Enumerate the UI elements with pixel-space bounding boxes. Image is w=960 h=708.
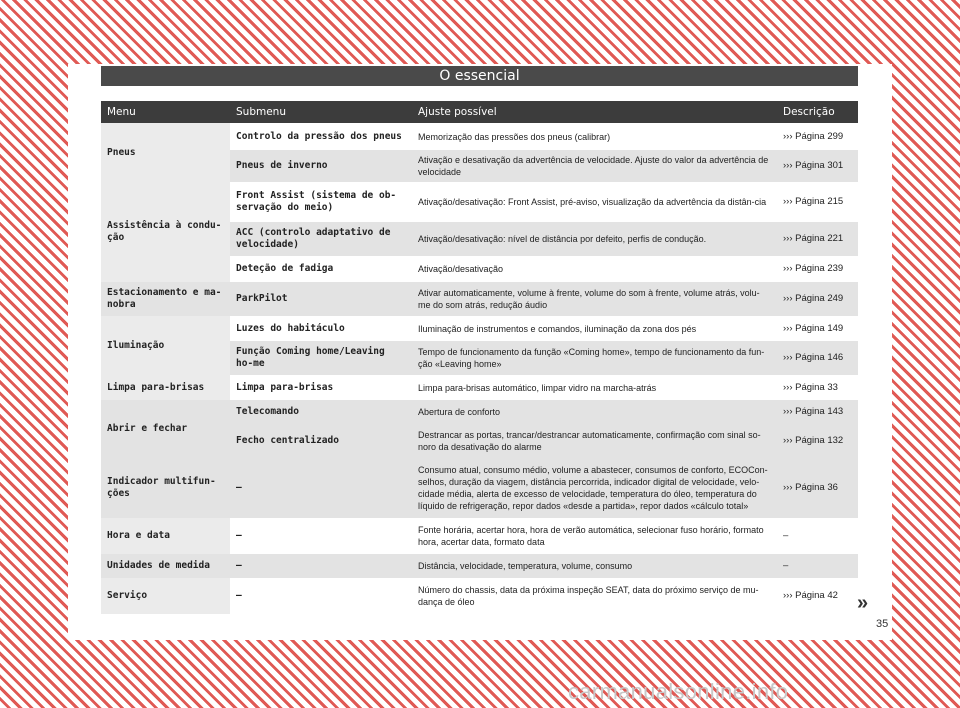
menu-cell: Abrir e fechar bbox=[101, 400, 230, 458]
menu-cell: Hora e data bbox=[101, 518, 230, 554]
settings-table bbox=[101, 101, 858, 614]
menu-cell: Iluminação bbox=[101, 316, 230, 375]
submenu-cell: Deteção de fadiga bbox=[230, 256, 412, 282]
ajuste-cell: Memorização das pressões dos pneus (calibrar) bbox=[412, 123, 777, 150]
description-cell: – bbox=[777, 554, 858, 578]
submenu-cell: – bbox=[230, 578, 412, 614]
page-link[interactable]: ››› Página 36 bbox=[777, 458, 858, 518]
ajuste-cell: Fonte horária, acertar hora, hora de verão automática, selecionar fuso horário, formato hora, acertar data, formato data bbox=[412, 518, 777, 554]
ajuste-cell: Abertura de conforto bbox=[412, 400, 777, 424]
page-link[interactable]: ››› Página 149 bbox=[777, 316, 858, 341]
page-link[interactable]: ››› Página 299 bbox=[777, 123, 858, 150]
table-row bbox=[101, 458, 858, 518]
page-link[interactable]: ››› Página 221 bbox=[777, 222, 858, 256]
submenu-cell: Função Coming home/Leaving ho-me bbox=[230, 341, 412, 375]
table-row bbox=[101, 400, 858, 424]
menu-cell: Serviço bbox=[101, 578, 230, 614]
page-link[interactable]: ››› Página 33 bbox=[777, 375, 858, 400]
submenu-cell: Telecomando bbox=[230, 400, 412, 424]
ajuste-cell: Ativar automaticamente, volume à frente, volume do som à frente, volume atrás, volu-me do som atrás, redução áudio bbox=[412, 282, 777, 316]
table-row bbox=[101, 578, 858, 614]
table-header-row bbox=[101, 101, 858, 123]
table-row bbox=[101, 518, 858, 554]
submenu-cell: Limpa para-brisas bbox=[230, 375, 412, 400]
ajuste-cell: Ativação/desativação: nível de distância por defeito, perfis de condução. bbox=[412, 222, 777, 256]
column-header-descricao: Descrição bbox=[777, 101, 858, 123]
ajuste-cell: Iluminação de instrumentos e comandos, iluminação da zona dos pés bbox=[412, 316, 777, 341]
page-link[interactable]: ››› Página 42 bbox=[777, 578, 858, 614]
ajuste-cell: Ativação/desativação bbox=[412, 256, 777, 282]
menu-cell: Indicador multifun-ções bbox=[101, 458, 230, 518]
page-number: 35 bbox=[876, 618, 889, 630]
ajuste-cell: Destrancar as portas, trancar/destrancar automaticamente, confirmação com sinal so-noro da desativação do alarme bbox=[412, 424, 777, 458]
submenu-cell: ParkPilot bbox=[230, 282, 412, 316]
continue-marker-icon: » bbox=[857, 592, 869, 614]
table-row bbox=[101, 182, 858, 222]
submenu-cell: Pneus de inverno bbox=[230, 150, 412, 182]
description-cell: – bbox=[777, 518, 858, 554]
menu-cell: Estacionamento e ma-nobra bbox=[101, 282, 230, 316]
ajuste-cell: Consumo atual, consumo médio, volume a abastecer, consumos de conforto, ECOCon-selhos, duração da viagem, distância percorrida, indicador digital de velocidade, velo-cidade média, alerta de excesso de velocidade, temperatura do óleo, temperatura do líquido de refrigeração, repor dados «desde a partida», repor dados «cálculo total» bbox=[412, 458, 777, 518]
submenu-cell: – bbox=[230, 458, 412, 518]
menu-cell: Unidades de medida bbox=[101, 554, 230, 578]
watermark: carmanualsonline.info bbox=[568, 679, 789, 704]
page-link[interactable]: ››› Página 239 bbox=[777, 256, 858, 282]
ajuste-cell: Ativação/desativação: Front Assist, pré-aviso, visualização da advertência da distân-cia bbox=[412, 182, 777, 222]
page-link[interactable]: ››› Página 132 bbox=[777, 424, 858, 458]
menu-cell: Pneus bbox=[101, 123, 230, 182]
column-header-ajuste: Ajuste possível bbox=[412, 101, 777, 123]
ajuste-cell: Limpa para-brisas automático, limpar vidro na marcha-atrás bbox=[412, 375, 777, 400]
menu-cell: Assistência à condu-ção bbox=[101, 182, 230, 282]
table-row bbox=[101, 282, 858, 316]
table-row bbox=[101, 375, 858, 400]
page-link[interactable]: ››› Página 249 bbox=[777, 282, 858, 316]
column-header-submenu: Submenu bbox=[230, 101, 412, 123]
ajuste-cell: Distância, velocidade, temperatura, volume, consumo bbox=[412, 554, 777, 578]
page-link[interactable]: ››› Página 301 bbox=[777, 150, 858, 182]
submenu-cell: ACC (controlo adaptativo de velocidade) bbox=[230, 222, 412, 256]
page-link[interactable]: ››› Página 146 bbox=[777, 341, 858, 375]
ajuste-cell: Tempo de funcionamento da função «Coming home», tempo de funcionamento da fun-ção «Leaving home» bbox=[412, 341, 777, 375]
column-header-menu: Menu bbox=[101, 101, 230, 123]
submenu-cell: Controlo da pressão dos pneus bbox=[230, 123, 412, 150]
page-title: O essencial bbox=[101, 66, 858, 86]
table-row bbox=[101, 554, 858, 578]
ajuste-cell: Ativação e desativação da advertência de velocidade. Ajuste do valor da advertência de velocidade bbox=[412, 150, 777, 182]
table-row bbox=[101, 123, 858, 150]
submenu-cell: Fecho centralizado bbox=[230, 424, 412, 458]
ajuste-cell: Número do chassis, data da próxima inspeção SEAT, data do próximo serviço de mu-dança de óleo bbox=[412, 578, 777, 614]
submenu-cell: – bbox=[230, 518, 412, 554]
page-link[interactable]: ››› Página 215 bbox=[777, 182, 858, 222]
page-link[interactable]: ››› Página 143 bbox=[777, 400, 858, 424]
submenu-cell: Front Assist (sistema de ob-servação do meio) bbox=[230, 182, 412, 222]
submenu-cell: Luzes do habitáculo bbox=[230, 316, 412, 341]
menu-cell: Limpa para-brisas bbox=[101, 375, 230, 400]
table-row bbox=[101, 316, 858, 341]
submenu-cell: – bbox=[230, 554, 412, 578]
